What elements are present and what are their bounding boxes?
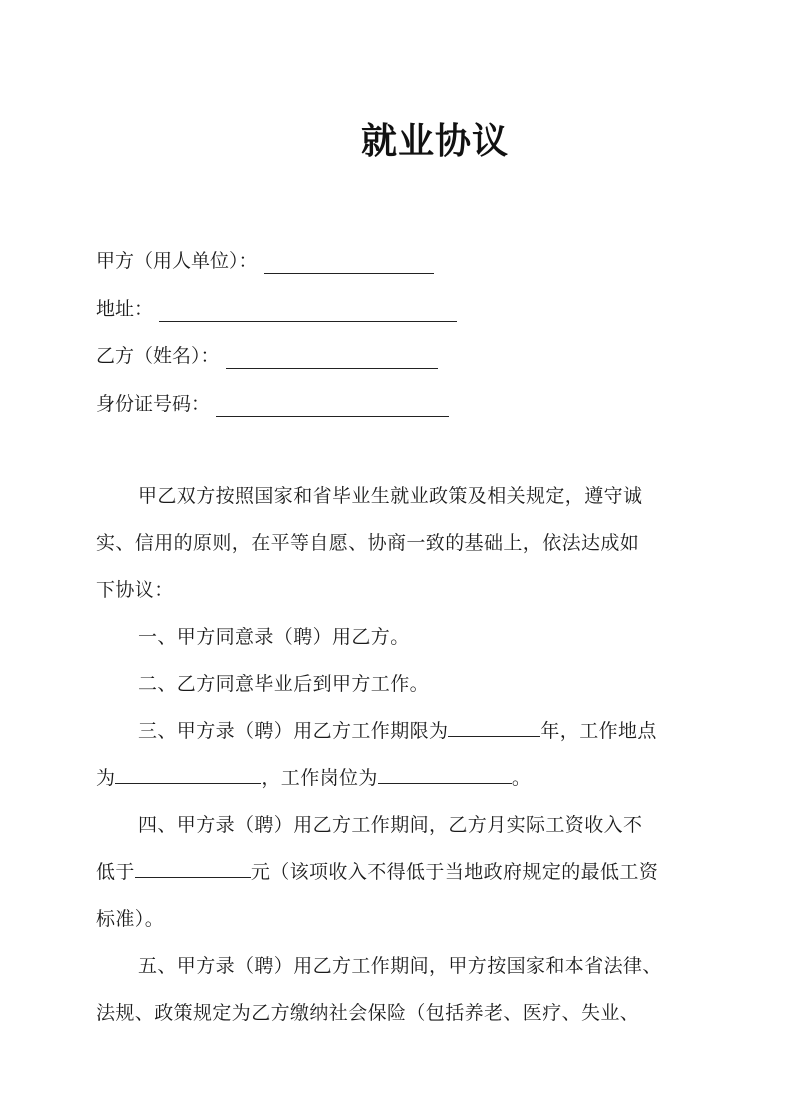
work-location-blank bbox=[115, 763, 261, 784]
clause-3-line-1 bbox=[96, 708, 708, 755]
clause-4-text-b: 元（该项收入不得低于当地政府规定的最低工资 bbox=[250, 861, 659, 883]
salary-blank bbox=[135, 857, 251, 878]
id-number-field bbox=[96, 391, 449, 417]
address-field bbox=[96, 296, 457, 322]
term-years-blank bbox=[448, 716, 540, 737]
id-number-blank bbox=[216, 398, 449, 417]
clause-3-text-a: 三、甲方录（聘）用乙方工作期限为 bbox=[138, 720, 449, 742]
clause-1: 一、甲方同意录（聘）用乙方。 bbox=[138, 626, 410, 648]
intro-line-3: 下协议： bbox=[96, 579, 174, 601]
clause-4-text-a: 低于 bbox=[96, 861, 135, 883]
clause-4-line-1: 四、甲方录（聘）用乙方工作期间，乙方月实际工资收入不 bbox=[138, 814, 643, 836]
clause-4-line-2 bbox=[96, 849, 708, 896]
clause-3-text-b: 年，工作地点 bbox=[540, 720, 657, 742]
clause-5-line-2: 法规、政策规定为乙方缴纳社会保险（包括养老、医疗、失业、 bbox=[96, 1002, 640, 1024]
id-number-label: 身份证号码： bbox=[96, 393, 211, 415]
party-a-field bbox=[96, 248, 434, 274]
party-b-field bbox=[96, 343, 438, 369]
agreement-body bbox=[96, 473, 708, 1037]
clause-2: 二、乙方同意毕业后到甲方工作。 bbox=[138, 673, 430, 695]
party-a-blank bbox=[264, 255, 434, 274]
clause-5-line-1: 五、甲方录（聘）用乙方工作期间，甲方按国家和本省法律、 bbox=[138, 955, 662, 977]
clause-4-line-3: 标准）。 bbox=[96, 908, 165, 930]
party-b-blank bbox=[226, 350, 438, 369]
intro-line-1: 甲乙双方按照国家和省毕业生就业政策及相关规定，遵守诚 bbox=[138, 485, 643, 507]
clause-3-text-d: ，工作岗位为 bbox=[261, 767, 378, 789]
intro-line-2: 实、信用的原则，在平等自愿、协商一致的基础上，依法达成如 bbox=[96, 532, 640, 554]
party-a-label: 甲方（用人单位）： bbox=[96, 250, 258, 272]
clause-3-line-2 bbox=[96, 755, 708, 802]
work-position-blank bbox=[378, 763, 512, 784]
party-b-label: 乙方（姓名）： bbox=[96, 345, 220, 367]
clause-3-text-c: 为 bbox=[96, 767, 116, 789]
document-title: 就业协议 bbox=[360, 121, 509, 162]
address-label: 地址： bbox=[96, 298, 154, 320]
clause-3-text-e: 。 bbox=[511, 767, 532, 789]
address-blank bbox=[159, 303, 457, 322]
